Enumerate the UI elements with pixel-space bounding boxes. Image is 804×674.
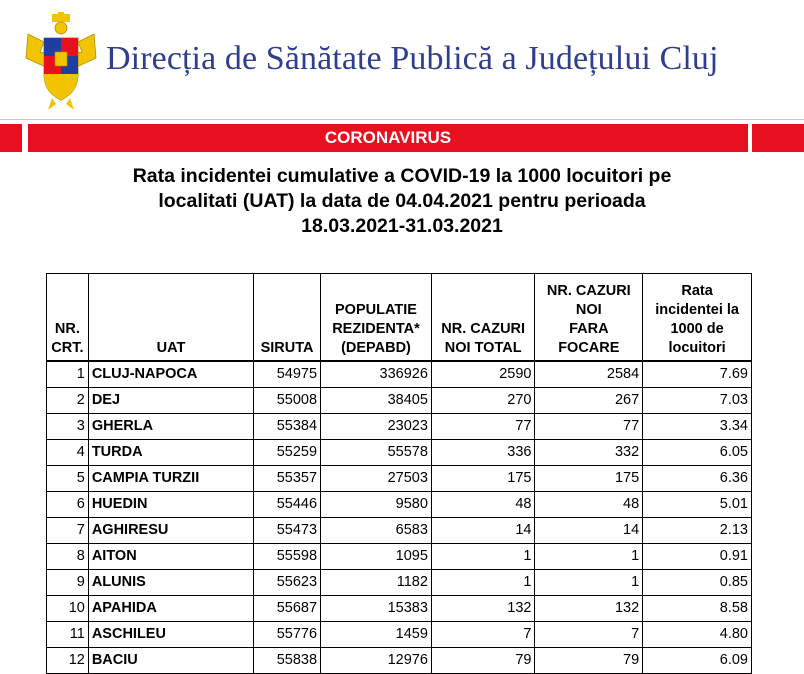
col-rata-line-4: locuitori [668,340,726,356]
col-fara-focare-line-2: NOI [575,302,602,318]
cell-fara-focare: 1 [535,544,643,570]
col-total [431,274,535,362]
cell-uat: CLUJ-NAPOCA [88,361,253,388]
table-row [47,648,752,674]
banner-right-stub [752,124,804,152]
cell-uat: GHERLA [88,414,253,440]
cell-siruta: 55623 [254,570,321,596]
table-row [47,414,752,440]
report-title-line-3: 18.03.2021-31.03.2021 [301,215,503,237]
col-fara-focare-line-1: NR. CAZURI [546,283,631,299]
cell-nr: 6 [47,492,89,518]
cell-populatie: 27503 [321,466,432,492]
cell-uat: AGHIRESU [88,518,253,544]
col-fara-focare-line-3: FARA [569,321,609,337]
cell-populatie: 1182 [321,570,432,596]
cell-rata: 6.36 [643,466,752,492]
cell-fara-focare: 77 [535,414,643,440]
cell-total: 14 [431,518,535,544]
cell-siruta: 55473 [254,518,321,544]
cell-siruta: 55776 [254,622,321,648]
col-populatie-line-3: (DEPABD) [341,340,411,356]
table-row [47,492,752,518]
cell-populatie: 336926 [321,361,432,388]
cell-fara-focare: 79 [535,648,643,674]
col-nr-crt [47,274,89,362]
col-rata-line-3: 1000 de [670,321,724,337]
cell-rata: 0.85 [643,570,752,596]
cell-total: 1 [431,570,535,596]
cell-rata: 8.58 [643,596,752,622]
cell-populatie: 55578 [321,440,432,466]
table-header-row [47,274,752,362]
cell-fara-focare: 7 [535,622,643,648]
table-row [47,466,752,492]
cell-total: 270 [431,388,535,414]
col-siruta-line-1: SIRUTA [260,340,314,356]
cell-populatie: 1459 [321,622,432,648]
cell-populatie: 12976 [321,648,432,674]
cell-fara-focare: 267 [535,388,643,414]
col-total-line-1: NR. CAZURI [441,321,526,337]
cell-rata: 7.03 [643,388,752,414]
cell-total: 336 [431,440,535,466]
cell-populatie: 6583 [321,518,432,544]
cell-rata: 5.01 [643,492,752,518]
cell-siruta: 55446 [254,492,321,518]
cell-uat: APAHIDA [88,596,253,622]
cell-rata: 4.80 [643,622,752,648]
cell-fara-focare: 332 [535,440,643,466]
table-row [47,440,752,466]
table-row [47,622,752,648]
table-body [47,361,752,674]
col-rata-line-2: incidentei la [655,302,739,318]
cell-nr: 2 [47,388,89,414]
table-row [47,361,752,388]
cell-populatie: 9580 [321,492,432,518]
cell-nr: 9 [47,570,89,596]
cell-fara-focare: 2584 [535,361,643,388]
cell-siruta: 55687 [254,596,321,622]
report-title-line-1: Rata incidentei cumulative a COVID-19 la 1000 locuitori pe [132,165,672,187]
cell-total: 2590 [431,361,535,388]
cell-total: 7 [431,622,535,648]
cell-nr: 11 [47,622,89,648]
table-row [47,570,752,596]
cell-rata: 6.05 [643,440,752,466]
col-nr-crt-line-2: CRT. [51,340,84,356]
cell-uat: DEJ [88,388,253,414]
col-uat-line-1: UAT [156,340,186,356]
cell-uat: BACIU [88,648,253,674]
coronavirus-banner: CORONAVIRUS [28,124,748,152]
cell-rata: 2.13 [643,518,752,544]
cell-total: 48 [431,492,535,518]
report-title [40,164,764,239]
cell-fara-focare: 132 [535,596,643,622]
cell-uat: CAMPIA TURZII [88,466,253,492]
cell-uat: ASCHILEU [88,622,253,648]
cell-nr: 5 [47,466,89,492]
col-total-line-2: NOI TOTAL [444,340,522,356]
table-row [47,596,752,622]
romania-coat-of-arms-icon [22,12,100,112]
cell-siruta: 55008 [254,388,321,414]
col-populatie-line-1: POPULATIE [335,302,417,318]
col-rata-line-1: Rata [681,283,713,299]
cell-rata: 0.91 [643,544,752,570]
col-fara-focare [535,274,643,362]
col-populatie-line-2: REZIDENTA* [332,321,420,337]
organization-title: Direcția de Sănătate Publică a Județului Cluj [106,40,719,77]
cell-total: 77 [431,414,535,440]
cell-uat: HUEDIN [88,492,253,518]
cell-siruta: 54975 [254,361,321,388]
cell-fara-focare: 175 [535,466,643,492]
cell-siruta: 55259 [254,440,321,466]
cell-nr: 12 [47,648,89,674]
cell-siruta: 55384 [254,414,321,440]
col-rata [643,274,752,362]
cell-nr: 8 [47,544,89,570]
col-fara-focare-line-4: FOCARE [558,340,620,356]
cell-rata: 3.34 [643,414,752,440]
table-row [47,544,752,570]
cell-uat: AITON [88,544,253,570]
cell-nr: 10 [47,596,89,622]
col-uat [88,274,253,362]
incidence-table [46,273,752,674]
col-siruta [254,274,321,362]
cell-siruta: 55598 [254,544,321,570]
cell-nr: 7 [47,518,89,544]
cell-fara-focare: 14 [535,518,643,544]
cell-total: 1 [431,544,535,570]
cell-populatie: 23023 [321,414,432,440]
cell-total: 132 [431,596,535,622]
cell-fara-focare: 48 [535,492,643,518]
cell-nr: 3 [47,414,89,440]
cell-populatie: 1095 [321,544,432,570]
table-row [47,518,752,544]
page-header [0,0,804,120]
cell-rata: 7.69 [643,361,752,388]
cell-total: 175 [431,466,535,492]
col-nr-crt-line-1: NR. [54,321,80,337]
cell-rata: 6.09 [643,648,752,674]
cell-nr: 1 [47,361,89,388]
cell-total: 79 [431,648,535,674]
table-row [47,388,752,414]
banner-left-stub [0,124,22,152]
cell-populatie: 38405 [321,388,432,414]
cell-uat: TURDA [88,440,253,466]
header-divider [0,119,804,120]
cell-siruta: 55357 [254,466,321,492]
cell-populatie: 15383 [321,596,432,622]
col-populatie [321,274,432,362]
cell-uat: ALUNIS [88,570,253,596]
cell-fara-focare: 1 [535,570,643,596]
cell-nr: 4 [47,440,89,466]
cell-siruta: 55838 [254,648,321,674]
report-title-line-2: localitati (UAT) la data de 04.04.2021 pentru perioada [158,190,646,212]
